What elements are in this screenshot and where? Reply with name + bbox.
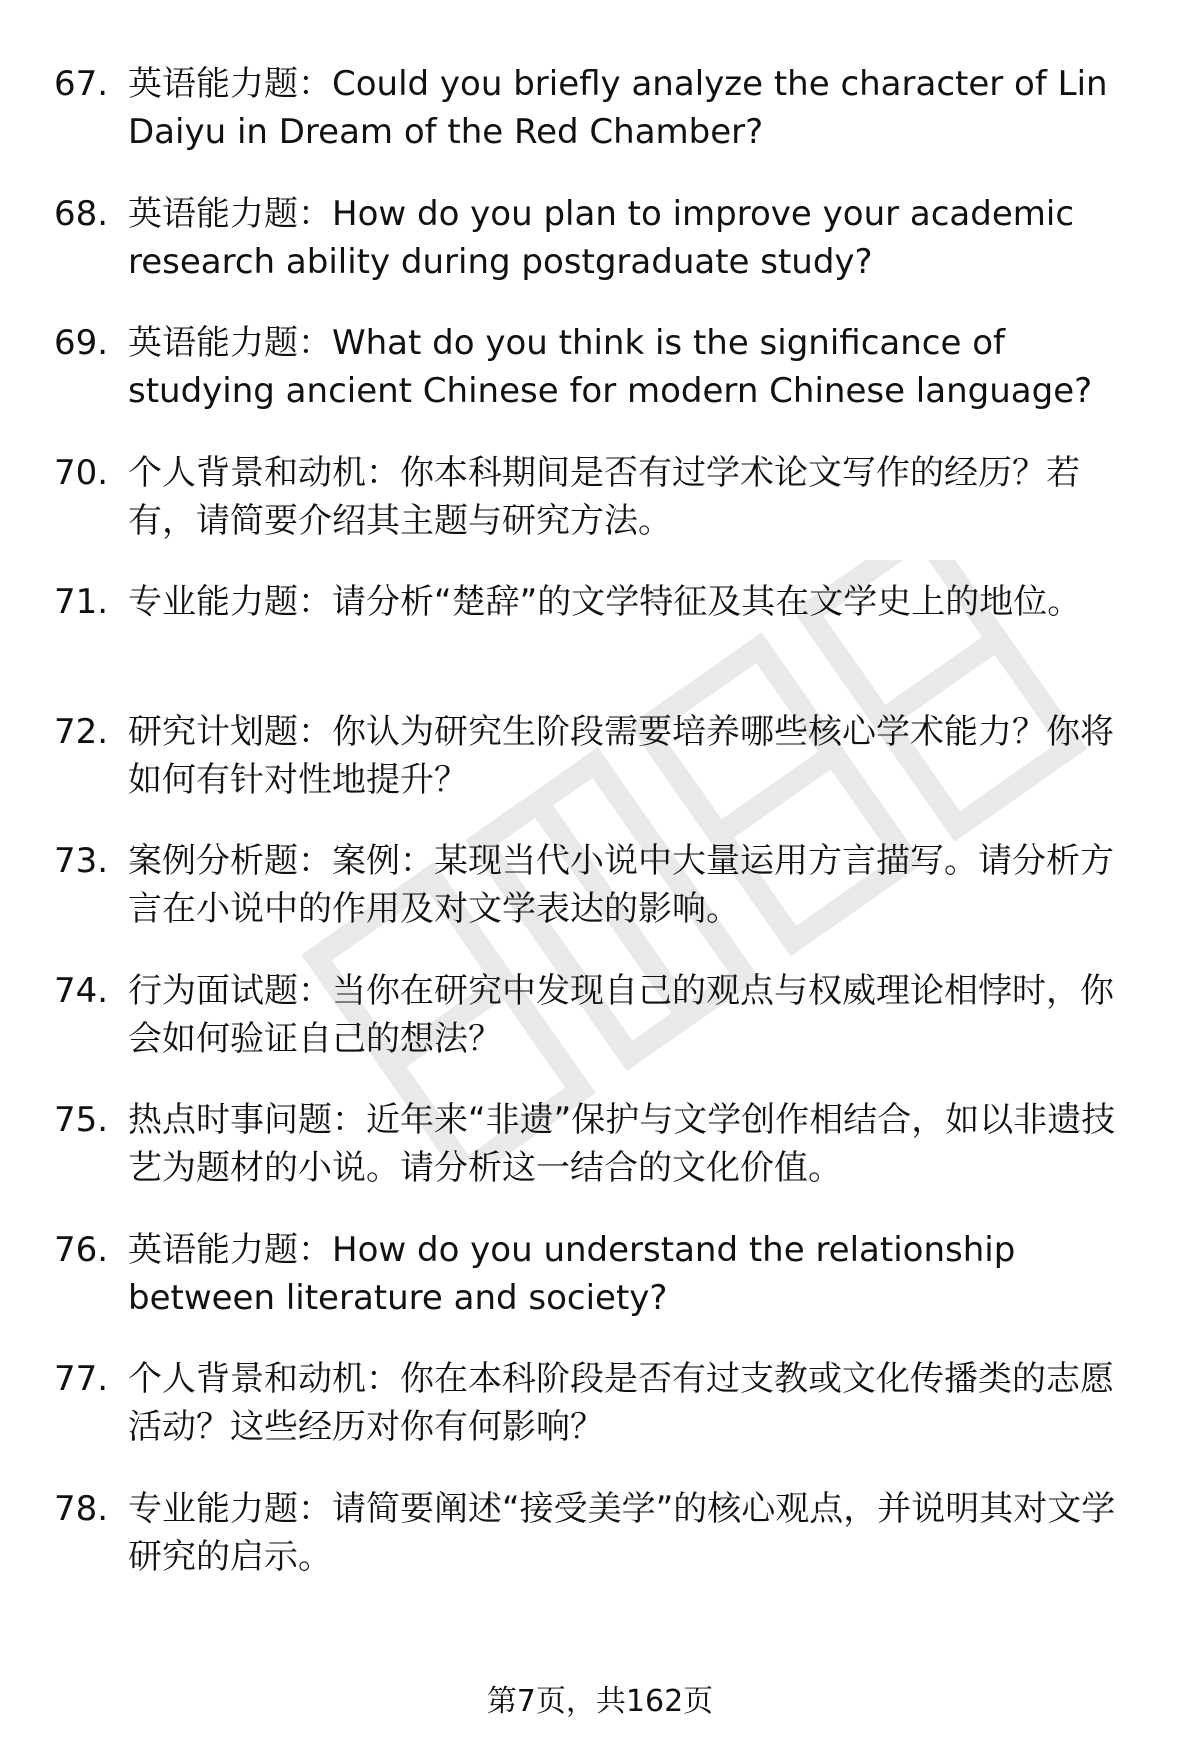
question-item — [0, 967, 1200, 1063]
question-item — [0, 60, 1200, 156]
question-number: 75. — [54, 1100, 109, 1140]
question-number: 73. — [54, 841, 109, 881]
question-text: 英语能力题：Could you briefly analyze the character of Lin Daiyu in Dream of the Red Chamber? — [128, 64, 1108, 152]
question-text: 英语能力题：What do you think is the significance of studying ancient Chinese for modern Chinese language? — [128, 323, 1093, 411]
question-item — [0, 319, 1200, 415]
question-item — [0, 708, 1200, 804]
question-number: 70. — [54, 452, 109, 493]
question-number: 71. — [54, 582, 109, 622]
question-text: 个人背景和动机：你本科期间是否有过学术论文写作的经历？若有，请简要介绍其主题与研究方法。 — [128, 452, 1080, 541]
question-text: 英语能力题：How do you plan to improve your academic research ability during postgraduate study? — [128, 193, 1075, 282]
question-number: 77. — [54, 1359, 109, 1399]
question-item — [0, 1355, 1200, 1451]
question-text: 专业能力题：请简要阐述“接受美学”的核心观点，并说明其对文学研究的启示。 — [128, 1488, 1116, 1577]
question-item — [0, 837, 1200, 933]
question-number: 78. — [54, 1488, 109, 1529]
question-number: 76. — [54, 1229, 109, 1270]
question-item — [0, 578, 1200, 674]
question-number: 67. — [54, 64, 109, 104]
question-text: 热点时事问题：近年来“非遗”保护与文学创作相结合，如以非遗技艺为题材的小说。请分析这一结合的文化价值。 — [128, 1100, 1116, 1188]
question-item — [0, 449, 1200, 545]
question-number: 74. — [54, 970, 109, 1011]
question-text: 案例分析题：案例：某现当代小说中大量运用方言描写。请分析方言在小说中的作用及对文学表达的影响。 — [128, 841, 1114, 929]
question-text: 专业能力题：请分析“楚辞”的文学特征及其在文学史上的地位。 — [128, 582, 1082, 622]
question-text: 英语能力题：How do you understand the relationship between literature and society? — [128, 1229, 1016, 1318]
question-text: 研究计划题：你认为研究生阶段需要培养哪些核心学术能力？你将如何有针对性地提升？ — [128, 711, 1114, 800]
question-item — [0, 1485, 1200, 1581]
question-item — [0, 1096, 1200, 1192]
question-text: 个人背景和动机：你在本科阶段是否有过支教或文化传播类的志愿活动？这些经历对你有何影响？ — [128, 1359, 1114, 1447]
question-item — [0, 190, 1200, 286]
question-number: 69. — [54, 323, 109, 363]
question-number: 68. — [54, 193, 109, 234]
page-footer: 第7页，共162页 — [486, 1684, 714, 1719]
question-text: 行为面试题：当你在研究中发现自己的观点与权威理论相悖时，你会如何验证自己的想法？ — [128, 970, 1114, 1059]
question-list — [0, 60, 1200, 1614]
question-number: 72. — [54, 711, 109, 752]
question-item — [0, 1226, 1200, 1322]
